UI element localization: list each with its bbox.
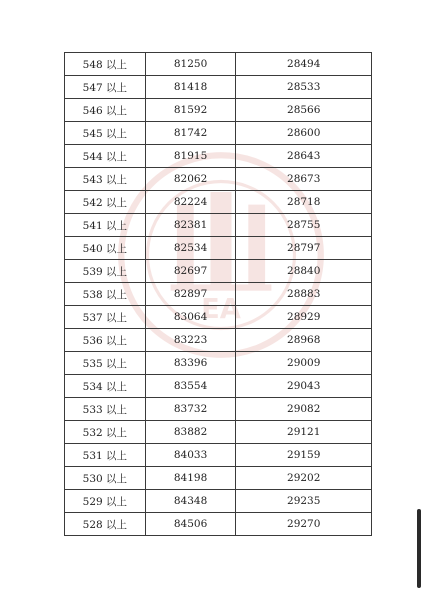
table-row [65, 352, 372, 375]
score-cell: 530 以上 [65, 467, 146, 490]
rank-cell: 28755 [236, 214, 372, 237]
table-row [65, 122, 372, 145]
table-row [65, 145, 372, 168]
table-row [65, 306, 372, 329]
count-cell: 81592 [145, 99, 236, 122]
count-cell: 82897 [145, 283, 236, 306]
count-cell: 81418 [145, 76, 236, 99]
rank-cell: 29270 [236, 513, 372, 536]
count-cell: 84348 [145, 490, 236, 513]
rank-cell: 29043 [236, 375, 372, 398]
score-cell: 532 以上 [65, 421, 146, 444]
count-cell: 83882 [145, 421, 236, 444]
table-row [65, 283, 372, 306]
score-rank-table [64, 52, 372, 536]
score-cell: 544 以上 [65, 145, 146, 168]
rank-cell: 29082 [236, 398, 372, 421]
table-row [65, 490, 372, 513]
count-cell: 83223 [145, 329, 236, 352]
score-cell: 531 以上 [65, 444, 146, 467]
table-row [65, 76, 372, 99]
table-row [65, 99, 372, 122]
rank-cell: 28673 [236, 168, 372, 191]
score-cell: 542 以上 [65, 191, 146, 214]
table-row [65, 467, 372, 490]
score-cell: 534 以上 [65, 375, 146, 398]
rank-cell: 29235 [236, 490, 372, 513]
count-cell: 82062 [145, 168, 236, 191]
count-cell: 84198 [145, 467, 236, 490]
score-cell: 528 以上 [65, 513, 146, 536]
count-cell: 82381 [145, 214, 236, 237]
score-cell: 535 以上 [65, 352, 146, 375]
score-cell: 539 以上 [65, 260, 146, 283]
score-cell: 536 以上 [65, 329, 146, 352]
table-body [65, 53, 372, 536]
table-row [65, 444, 372, 467]
score-cell: 546 以上 [65, 99, 146, 122]
count-cell: 82224 [145, 191, 236, 214]
table-row [65, 168, 372, 191]
rank-cell: 28797 [236, 237, 372, 260]
count-cell: 83732 [145, 398, 236, 421]
score-cell: 537 以上 [65, 306, 146, 329]
score-cell: 545 以上 [65, 122, 146, 145]
rank-cell: 28600 [236, 122, 372, 145]
score-cell: 538 以上 [65, 283, 146, 306]
count-cell: 82697 [145, 260, 236, 283]
rank-cell: 29009 [236, 352, 372, 375]
count-cell: 81250 [145, 53, 236, 76]
watermark-text: EA [201, 294, 241, 325]
rank-cell: 28718 [236, 191, 372, 214]
table-row [65, 53, 372, 76]
rank-cell: 29202 [236, 467, 372, 490]
table-row [65, 329, 372, 352]
rank-cell: 28840 [236, 260, 372, 283]
score-cell: 541 以上 [65, 214, 146, 237]
table-row [65, 191, 372, 214]
score-cell: 543 以上 [65, 168, 146, 191]
rank-cell: 28566 [236, 99, 372, 122]
table-row [65, 513, 372, 536]
rank-cell: 28643 [236, 145, 372, 168]
rank-cell: 29159 [236, 444, 372, 467]
table-row [65, 375, 372, 398]
rank-cell: 28968 [236, 329, 372, 352]
vertical-scrollbar[interactable] [417, 509, 421, 588]
rank-cell: 28494 [236, 53, 372, 76]
rank-cell: 29121 [236, 421, 372, 444]
table-row [65, 260, 372, 283]
score-cell: 540 以上 [65, 237, 146, 260]
count-cell: 81742 [145, 122, 236, 145]
rank-cell: 28883 [236, 283, 372, 306]
count-cell: 84506 [145, 513, 236, 536]
score-cell: 533 以上 [65, 398, 146, 421]
count-cell: 84033 [145, 444, 236, 467]
count-cell: 83396 [145, 352, 236, 375]
score-cell: 529 以上 [65, 490, 146, 513]
rank-cell: 28533 [236, 76, 372, 99]
table-row [65, 421, 372, 444]
score-cell: 548 以上 [65, 53, 146, 76]
table-row [65, 214, 372, 237]
count-cell: 83554 [145, 375, 236, 398]
table-row [65, 237, 372, 260]
count-cell: 82534 [145, 237, 236, 260]
score-cell: 547 以上 [65, 76, 146, 99]
table-row [65, 398, 372, 421]
rank-cell: 28929 [236, 306, 372, 329]
count-cell: 83064 [145, 306, 236, 329]
count-cell: 81915 [145, 145, 236, 168]
